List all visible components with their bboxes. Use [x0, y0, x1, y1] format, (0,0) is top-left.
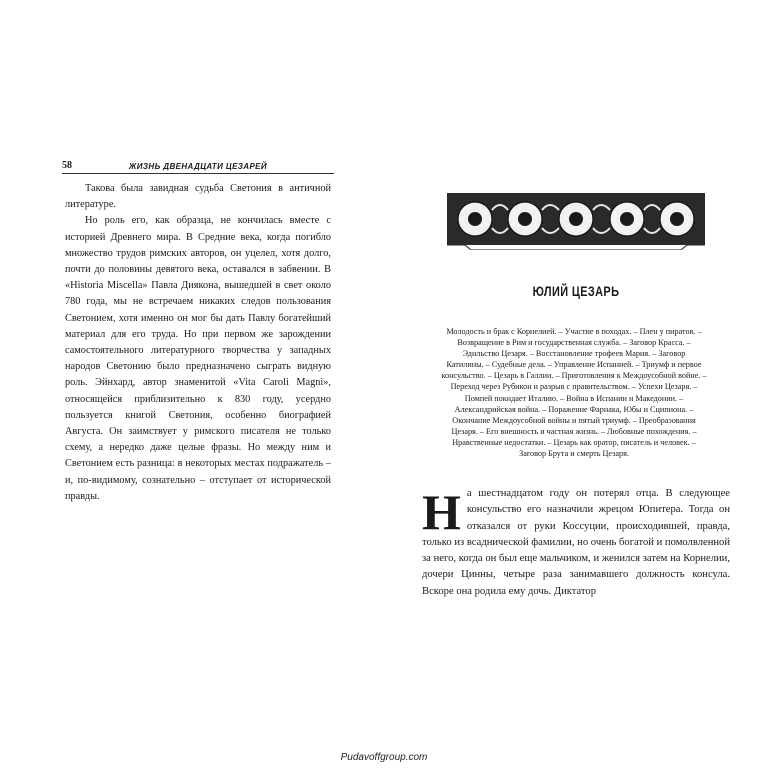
summary-line: Окончание Междоусобной войны и пятый триумф. – Преобразования [452, 415, 696, 425]
running-title: ЖИЗНЬ ДВЕНАДЦАТИ ЦЕЗАРЕЙ [128, 162, 268, 171]
paragraph: Такова была завидная судьба Светония в античной литературе. [65, 183, 331, 211]
right-body-text [422, 486, 730, 600]
summary-line: Александрийская война. – Поражение Фарнака, Юбы и Сципиона. – [454, 404, 694, 414]
summary-line: Помпей покидает Италию. – Война в Испании и Македонии. – [464, 393, 684, 403]
body-paragraph: а шестнадцатом году он потерял отца. В следующее консульство его назначили жрецом Юпитера. Тогда он отказался от руки Коссуции, происходившей, правда, только из всаднической фамилии, но очень богатой и помолвленной за него, когда он был еще мальчиком, и женился затем на Корнелии, дочери Цинны, четыре раза занимавшего должность консула. Вскоре она родила ему дочь. Диктатор [422, 488, 730, 597]
summary-line: Возвращение в Рим и государственная служба. – Заговор Красса. – [457, 338, 691, 348]
summary-line: Молодость и брак с Корнелией. – Участие в походах. – Плен у пиратов. – [446, 327, 702, 336]
ornament-banner [445, 190, 707, 250]
summary-line: Цезаря. – Его внешность и частная жизнь. – Любовные похождения. – [451, 426, 697, 436]
summary-line: Эдильство Цезаря. – Восстановление трофеев Мария. – Заговор [462, 349, 686, 359]
summary-line: консульство. – Цезарь в Галлии. – Приготовления к Междоусобной войне. – [441, 371, 707, 381]
summary-line: Катилины. – Судебные дела. – Управление Испанией. – Триумф и первое [446, 360, 702, 370]
running-header [62, 157, 334, 174]
drop-cap: Н [422, 484, 461, 540]
chapter-title: ЮЛИЙ ЦЕЗАРЬ [532, 283, 620, 299]
footer-watermark: Pudavoffgroup.com [340, 752, 428, 763]
chapter-summary [418, 326, 730, 459]
summary-line: Нравственные недостатки. – Цезарь как оратор, писатель и человек. – [452, 437, 696, 447]
summary-line: Переход через Рубикон и разрыв с правительством. – Успехи Цезаря. – [450, 382, 698, 392]
left-page [0, 0, 384, 700]
paragraph: Но роль его, как образца, не кончилась вместе с историей Древнего мира. В Средние века, когда погибло множество трудов римских авторов, он уцелел, хотя долго, почти до половины девятого века, оставался в забвении. В «Historia Miscella» Павла Диякона, вышедшей в свет около 780 года, мы не встречаем никаких следов пользования Светонием, хотя именно он мог бы дать Павлу богатейший материал для его труда. Но при первом же зарождении самостоятельного литературного творчества у западных народов Светонию было предназначено сыграть видную роль. Эйнхард, автор знаменитой «Vita Caroli Magni», относящейся приблизительно к 830 году, усердно пользуется книгой Светония, особенно биографией Августа. Он заимствует у римского писателя не только схему, а нередко даже целые фразы. Но между ним и Светонием есть разница: в некоторых местах подражатель – и, по-видимому, сознательно – отступает от исторической правды. [65, 215, 331, 502]
page-number: 58 [62, 160, 72, 171]
summary-line: Заговор Брута и смерть Цезаря. [519, 449, 629, 459]
left-body-text [65, 181, 331, 505]
